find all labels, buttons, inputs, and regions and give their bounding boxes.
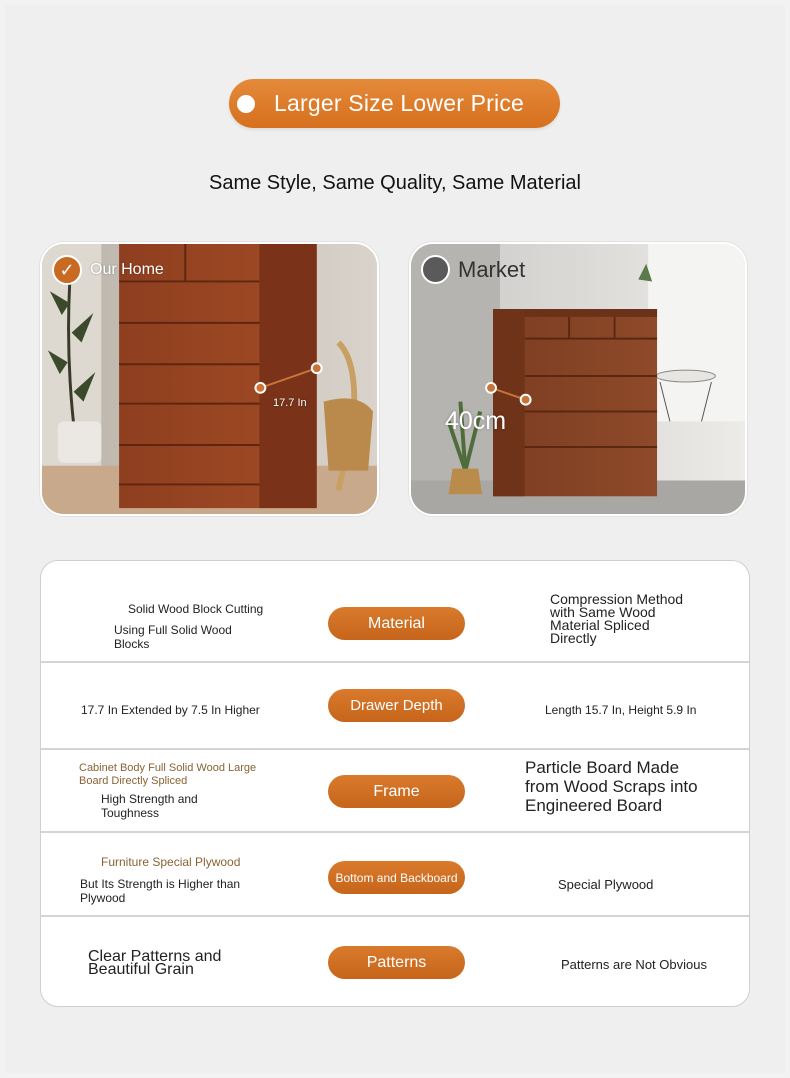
bullet-dot-icon: [237, 95, 255, 113]
market-feature: Length 15.7 In, Height 5.9 In: [545, 703, 697, 717]
our-home-tag: [52, 255, 164, 285]
market-feature: Special Plywood: [558, 877, 654, 892]
table-row: [41, 663, 749, 750]
category-pill-frame: Frame: [328, 775, 465, 808]
category-pill-drawer-depth: Drawer Depth: [328, 689, 465, 722]
page-subtitle: Same Style, Same Quality, Same Material: [209, 172, 581, 194]
category-pill-bottom-backboard: Bottom and Backboard: [328, 861, 465, 894]
market-tag: [421, 255, 525, 284]
our-depth-dimension: 17.7 In: [273, 397, 307, 409]
grey-dot-icon: [421, 255, 450, 284]
ours-feature-secondary: High Strength and Toughness: [101, 792, 198, 820]
ours-feature-secondary: Using Full Solid Wood Blocks: [114, 623, 232, 651]
table-row: [41, 917, 749, 1007]
market-depth-dimension: 40cm: [445, 407, 507, 435]
our-home-label: Our Home: [90, 261, 164, 278]
hero-title: Larger Size Lower Price: [274, 90, 525, 116]
category-pill-material: Material: [328, 607, 465, 640]
ours-feature-secondary: But Its Strength is Higher than Plywood: [80, 877, 241, 905]
ours-feature-primary: Clear Patterns and Beautiful Grain: [88, 948, 222, 978]
ours-feature-primary: Furniture Special Plywood: [101, 855, 241, 869]
market-dresser-illustration: [411, 244, 745, 514]
table-row: [41, 750, 749, 833]
category-pill-patterns: Patterns: [328, 946, 465, 979]
our-product-photo-card: [40, 242, 379, 516]
ours-feature-primary: Cabinet Body Full Solid Wood Large Board Directly Spliced: [79, 762, 257, 787]
hero-banner: [229, 79, 560, 128]
table-row: [41, 561, 749, 663]
market-feature: Compression Method with Same Wood Material Spliced Directly: [550, 591, 684, 646]
checkmark-icon: ✓: [52, 255, 82, 285]
market-feature: Patterns are Not Obvious: [561, 957, 707, 972]
market-product-photo-card: [409, 242, 747, 516]
market-feature: Particle Board Made from Wood Scraps into Engineered Board: [525, 758, 698, 815]
ours-feature-primary: 17.7 In Extended by 7.5 In Higher: [81, 703, 260, 717]
comparison-table: [40, 560, 750, 1007]
ours-feature-primary: Solid Wood Block Cutting: [128, 602, 264, 616]
table-row: [41, 833, 749, 917]
market-label: Market: [458, 256, 526, 282]
